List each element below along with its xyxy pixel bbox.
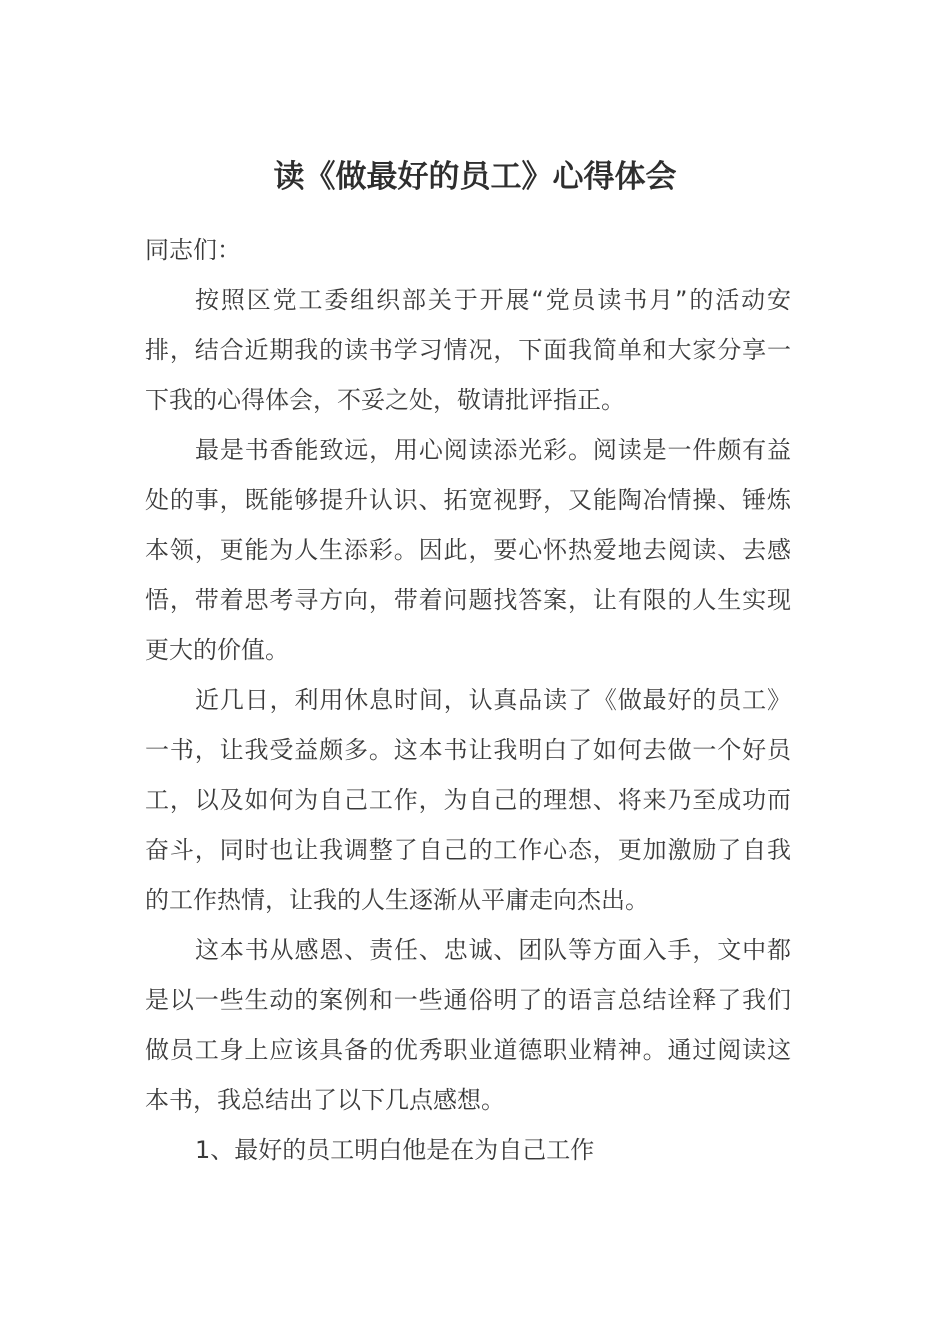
paragraph-book-content: 这本书从感恩、责任、忠诚、团队等方面入手，文中都是以一些生动的案例和一些通俗明了的语言总结诠释了我们做员工身上应该具备的优秀职业道德职业精神。通过阅读这本书，我总结出了以下几点感想。 <box>145 936 791 1114</box>
document-title: 读《做最好的员工》心得体会 <box>273 159 677 195</box>
section-heading-1: 1、最好的员工明白他是在为自己工作 <box>195 1136 595 1164</box>
paragraph-reading-value: 最是书香能致远，用心阅读添光彩。阅读是一件颇有益处的事，既能够提升认识、拓宽视野，又能陶冶情操、锤炼本领，更能为人生添彩。因此，要心怀热爱地去阅读、去感悟，带着思考寻方向，带着问题找答案，让有限的人生实现更大的价值。 <box>145 436 791 664</box>
paragraph-book-impression: 近几日，利用休息时间，认真品读了《做最好的员工》一书，让我受益颇多。这本书让我明白了如何去做一个好员工，以及如何为自己工作，为自己的理想、将来乃至成功而奋斗，同时也让我调整了自己的工作心态，更加激励了自我的工作热情，让我的人生逐渐从平庸走向杰出。 <box>145 686 791 914</box>
document-body <box>145 225 791 1175</box>
salutation: 同志们： <box>145 236 241 264</box>
paragraph-intro: 按照区党工委组织部关于开展“党员读书月”的活动安排，结合近期我的读书学习情况，下面我简单和大家分享一下我的心得体会，不妥之处，敬请批评指正。 <box>145 286 791 414</box>
